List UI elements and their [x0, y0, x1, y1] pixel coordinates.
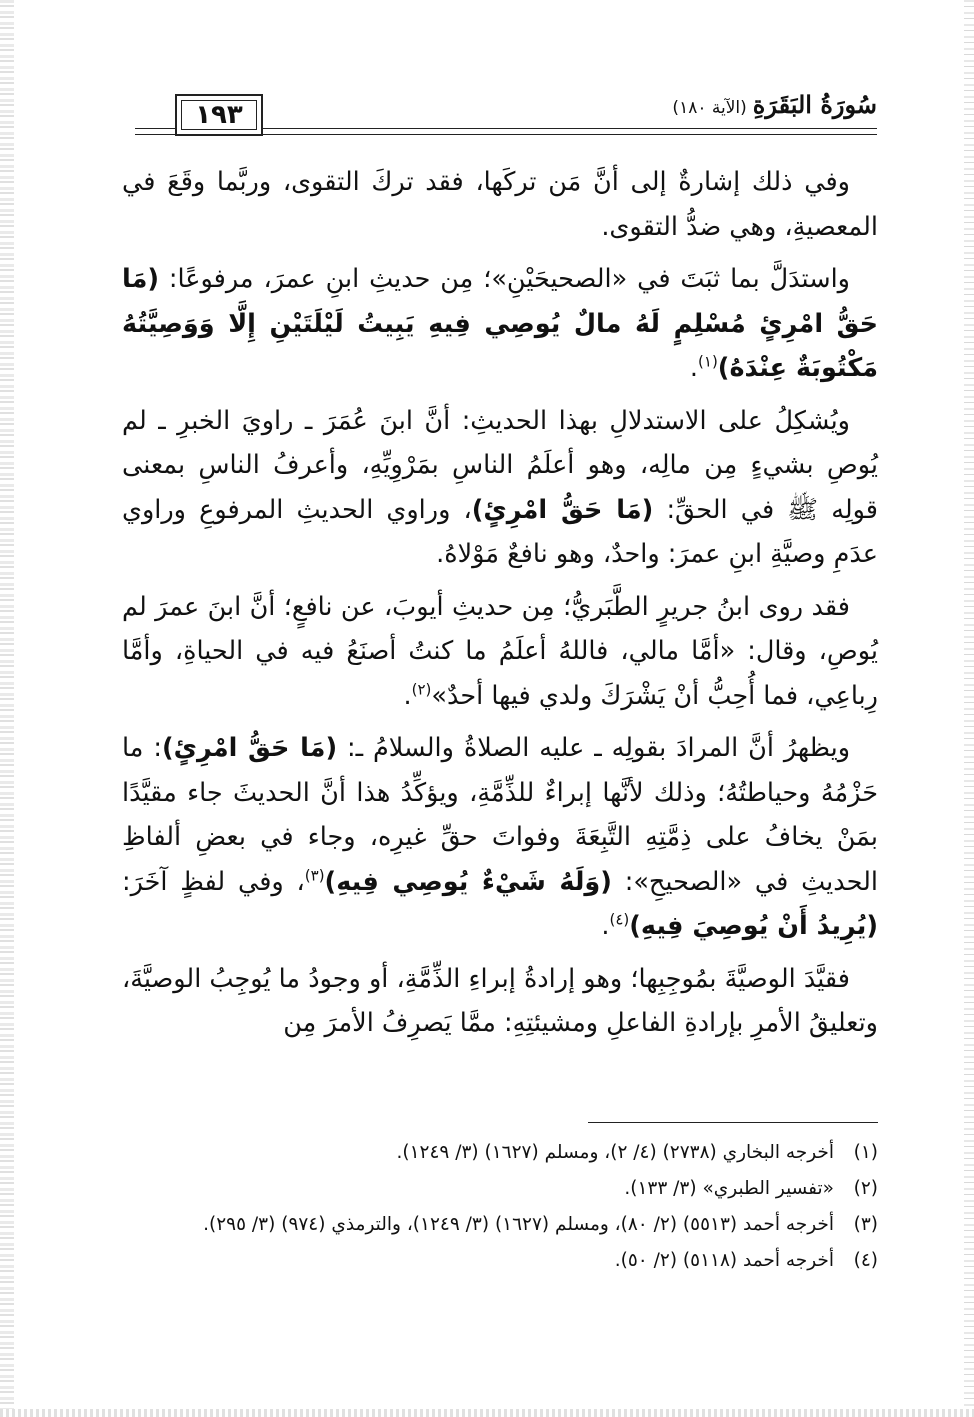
footnote-1	[122, 1136, 878, 1169]
footnote-text: أخرجه أحمد (٥١١٨) (٢/ ٥٠).	[614, 1250, 834, 1271]
footnotes	[122, 1136, 878, 1280]
paragraph-1	[122, 160, 878, 249]
paragraph-3-a: ويُشكِلُ على الاستدلالِ بهذا الحديثِ: أنَّ ابنَ عُمَرَ ـ راويَ الخبرِ ـ لم يُوصِ بشيءٍ مِن مالِه، وهو أعلَمُ الناسِ بمَرْوِيِّهِ، وأعرفُ الناسِ بمعنى قولِه ﷺ في الحقِّ:	[122, 405, 878, 525]
hadith-quote-1: (مَا حَقُّ امْرِئٍ مُسْلِمٍ لَهُ مالٌ يُوصِي فِيهِ يَبِيتُ لَيْلَتَيْنِ إِلَّا وَوَصِيَّتُهُ مَكْتُوبَةٌ عِنْدَهُ)	[122, 264, 878, 383]
page-number-frame	[175, 94, 263, 136]
footnote-3	[122, 1208, 878, 1241]
paragraph-5-a: ويظهرُ أنَّ المرادَ بقولِه ـ عليه الصلاةُ والسلامُ ـ:	[347, 733, 851, 763]
scan-edge-left	[0, 0, 14, 1417]
footnote-text: أخرجه البخاري (٢٧٣٨) (٤/ ٢)، ومسلم (١٦٢٧) (٣/ ١٢٤٩).	[396, 1142, 834, 1163]
footnote-2	[122, 1172, 878, 1205]
footnote-number: (٢)	[853, 1178, 878, 1199]
hadith-quote-5: (يُرِيدُ أَنْ يُوصِيَ فِيهِ)	[629, 911, 878, 941]
hadith-quote-2: (مَا حَقُّ امْرِئٍ)	[471, 494, 654, 525]
page-header	[135, 88, 877, 144]
paragraph-3-b: ، وراوي الحديثِ المرفوعِ وراوي عدَمِ وصيَّةِ ابنِ عمرَ: واحدٌ، وهو نافعٌ مَوْلاهُ.	[122, 494, 878, 569]
paragraph-4-a: فقد روى ابنُ جريرٍ الطَّبَريُّ؛ مِن حديثِ أيوبَ، عن نافعٍ؛ أنَّ ابنَ عمرَ لم يُوصِ، وقال: «أمَّا مالي، فاللهُ أعلَمُ ما كنتُ أصنَعُ فيه في الحياةِ، وأمَّا رِباعِي، فما أُحِبُّ أنْ يَشْرَكَ ولدي فيها أحدٌ»	[122, 591, 878, 711]
paragraph-4	[122, 585, 878, 719]
scan-edge-right	[964, 0, 974, 1417]
footnote-text: أخرجه أحمد (٥٥١٣) (٢/ ٨٠)، ومسلم (١٦٢٧) (٣/ ١٢٤٩)، والترمذي (٩٧٤) (٣/ ٢٩٥).	[203, 1214, 834, 1235]
hadith-quote-4: (وَلَهُ شَيْءٌ يُوصِي فِيهِ)	[324, 866, 612, 897]
paragraph-1-text: وفي ذلك إشارةٌ إلى أنَّ مَن تركَها، فقد تركَ التقوى، وربَّما وقَعَ في المعصيةِ، وهي ضدُّ التقوى.	[122, 167, 878, 242]
verse-reference: (الآية ١٨٠)	[672, 98, 747, 118]
footnote-ref-1: (١)	[698, 352, 718, 371]
footnote-ref-3: (٣)	[304, 866, 325, 884]
footnote-ref-4: (٤)	[609, 910, 630, 929]
page-number: ١٩٣	[195, 100, 243, 130]
paragraph-6	[122, 957, 878, 1046]
paragraph-5-b: : ما حَزْمُهُ وحياطتُهُ؛ وذلك لأنَّها إبراءٌ للذِّمَّةِ، ويؤكِّدُ هذا أنَّ الحديثَ جاء مقيَّدًا بمَنْ يخافُ على ذِمَّتِهِ التَّبِعَةَ وفواتَ حقِّ غيرِه، وجاء في بعضِ ألفاظِ الحديثِ في «الصحيحِ»:	[122, 733, 878, 897]
footnote-number: (١)	[853, 1142, 878, 1163]
footnote-number: (٤)	[853, 1250, 878, 1271]
footnote-separator	[588, 1122, 878, 1123]
running-head	[664, 90, 877, 119]
footnote-4	[122, 1244, 878, 1277]
hadith-quote-3: (مَا حَقُّ امْرِئٍ)	[161, 733, 338, 763]
main-text	[122, 160, 878, 1054]
paragraph-2-end: .	[689, 353, 699, 383]
footnote-text: «تفسير الطبري» (٣/ ١٣٣).	[624, 1178, 834, 1199]
footnote-ref-2: (٢)	[411, 680, 432, 698]
paragraph-5	[122, 726, 878, 949]
scan-edge-bottom	[0, 1409, 974, 1417]
surah-name: سُورَةُ البَقَرَةِ	[752, 90, 877, 119]
paragraph-4-end: .	[403, 680, 412, 711]
paragraph-3	[122, 399, 878, 577]
paragraph-5-end: .	[601, 911, 610, 941]
paragraph-5-c: ، وفي لفظٍ آخَرَ:	[122, 866, 305, 897]
footnote-number: (٣)	[853, 1214, 878, 1235]
paragraph-6-text: فقيَّدَ الوصيَّةَ بمُوجِبِها؛ وهو إرادةُ إبراءِ الذِّمَّةِ، أو وجودُ ما يُوجِبُ الوصيَّةَ، وتعليقُ الأمرِ بإرادةِ الفاعلِ ومشيئتِهِ: ممَّا يَصرِفُ الأمرَ مِن	[122, 963, 878, 1038]
paragraph-2	[122, 257, 878, 391]
paragraph-2-intro: واستدَلَّ بما ثبَتَ في «الصحيحَيْنِ»؛ مِن حديثِ ابنِ عمرَ، مرفوعًا:	[168, 264, 850, 294]
